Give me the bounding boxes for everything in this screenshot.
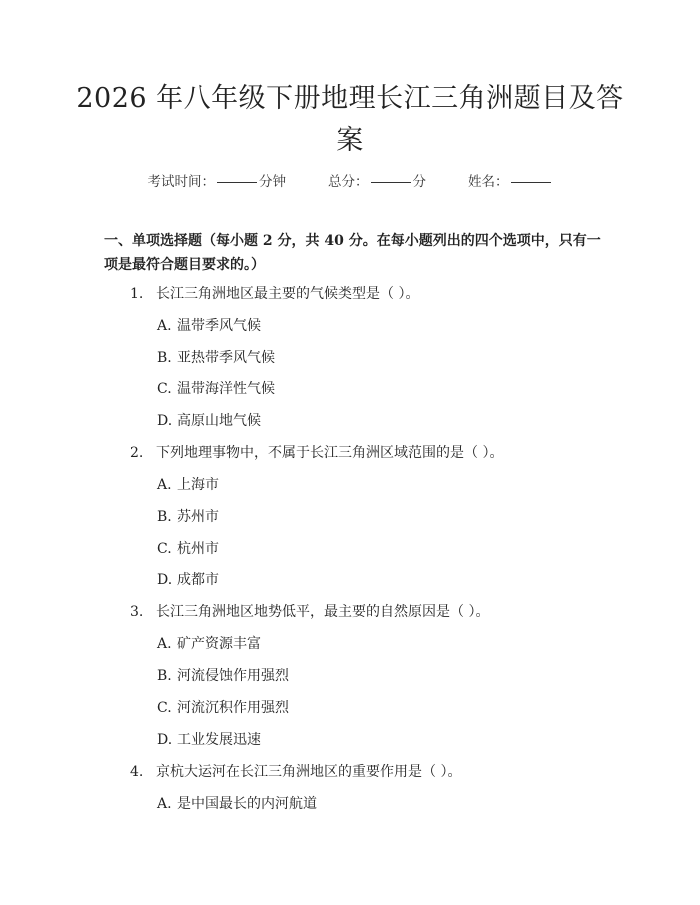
question-number: 1. bbox=[130, 286, 144, 302]
total-score-blank[interactable] bbox=[371, 182, 411, 183]
question-2-option-c bbox=[157, 538, 219, 558]
option-text: 成都市 bbox=[177, 572, 219, 588]
exam-time-label: 考试时间： bbox=[147, 174, 215, 190]
option-letter: D. bbox=[157, 413, 173, 429]
option-letter: C. bbox=[157, 381, 172, 397]
option-letter: D. bbox=[157, 732, 173, 748]
option-text: 温带季风气候 bbox=[177, 318, 261, 334]
option-letter: B. bbox=[157, 509, 172, 525]
total-score-unit: 分 bbox=[412, 174, 426, 190]
option-text: 苏州市 bbox=[177, 509, 219, 525]
option-text: 温带海洋性气候 bbox=[177, 381, 275, 397]
student-name-label: 姓名： bbox=[468, 174, 509, 190]
question-2-option-d bbox=[157, 569, 219, 589]
question-3-option-d bbox=[157, 729, 261, 749]
exam-time-blank[interactable] bbox=[217, 182, 257, 183]
question-2 bbox=[130, 442, 503, 462]
question-text: 长江三角洲地区地势低平，最主要的自然原因是（ ）。 bbox=[156, 604, 490, 620]
option-text: 上海市 bbox=[177, 477, 219, 493]
question-3-option-c bbox=[157, 697, 289, 717]
exam-info-line bbox=[0, 170, 700, 190]
question-2-option-a bbox=[157, 474, 219, 494]
question-text: 京杭大运河在长江三角洲地区的重要作用是（ ）。 bbox=[156, 764, 462, 780]
option-text: 矿产资源丰富 bbox=[177, 636, 261, 652]
option-text: 高原山地气候 bbox=[177, 413, 261, 429]
total-score-label: 总分： bbox=[328, 174, 369, 190]
option-letter: D. bbox=[157, 572, 173, 588]
question-1-option-a bbox=[157, 315, 261, 335]
question-number: 2. bbox=[130, 445, 144, 461]
question-number: 3. bbox=[130, 604, 144, 620]
question-1-option-c bbox=[157, 378, 275, 398]
student-name-blank[interactable] bbox=[511, 182, 551, 183]
exam-time-unit: 分钟 bbox=[259, 174, 286, 190]
page-title bbox=[60, 78, 640, 162]
exam-time-field bbox=[148, 170, 287, 190]
student-name-field bbox=[468, 170, 553, 190]
question-4-option-a bbox=[157, 793, 317, 813]
question-4 bbox=[130, 761, 461, 781]
option-letter: A. bbox=[157, 318, 172, 334]
question-number: 4. bbox=[130, 764, 144, 780]
question-1-option-d bbox=[157, 410, 261, 430]
question-text: 下列地理事物中，不属于长江三角洲区域范围的是（ ）。 bbox=[156, 445, 504, 461]
title-line-1: 2026 年八年级下册地理长江三角洲题目及答 bbox=[76, 83, 624, 114]
total-score-field bbox=[328, 170, 426, 190]
option-text: 杭州市 bbox=[177, 541, 219, 557]
option-letter: A. bbox=[157, 636, 172, 652]
question-2-option-b bbox=[157, 506, 219, 526]
option-text: 河流沉积作用强烈 bbox=[177, 700, 289, 716]
option-letter: C. bbox=[157, 700, 172, 716]
question-3-option-b bbox=[157, 665, 289, 685]
option-text: 是中国最长的内河航道 bbox=[177, 796, 317, 812]
question-1 bbox=[130, 283, 419, 303]
option-letter: C. bbox=[157, 541, 172, 557]
question-3 bbox=[130, 601, 489, 621]
option-text: 工业发展迅速 bbox=[177, 732, 261, 748]
option-text: 亚热带季风气候 bbox=[177, 350, 275, 366]
question-3-option-a bbox=[157, 633, 261, 653]
title-line-2: 案 bbox=[336, 125, 364, 156]
section-heading: 一、单项选择题（每小题 2 分，共 40 分。在每小题列出的四个选项中，只有一项是最符合题目要求的。） bbox=[104, 233, 601, 273]
option-letter: B. bbox=[157, 350, 172, 366]
option-letter: A. bbox=[157, 796, 172, 812]
question-1-option-b bbox=[157, 347, 275, 367]
option-text: 河流侵蚀作用强烈 bbox=[177, 668, 289, 684]
option-letter: A. bbox=[157, 477, 172, 493]
option-letter: B. bbox=[157, 668, 172, 684]
question-text: 长江三角洲地区最主要的气候类型是（ ）。 bbox=[156, 286, 420, 302]
